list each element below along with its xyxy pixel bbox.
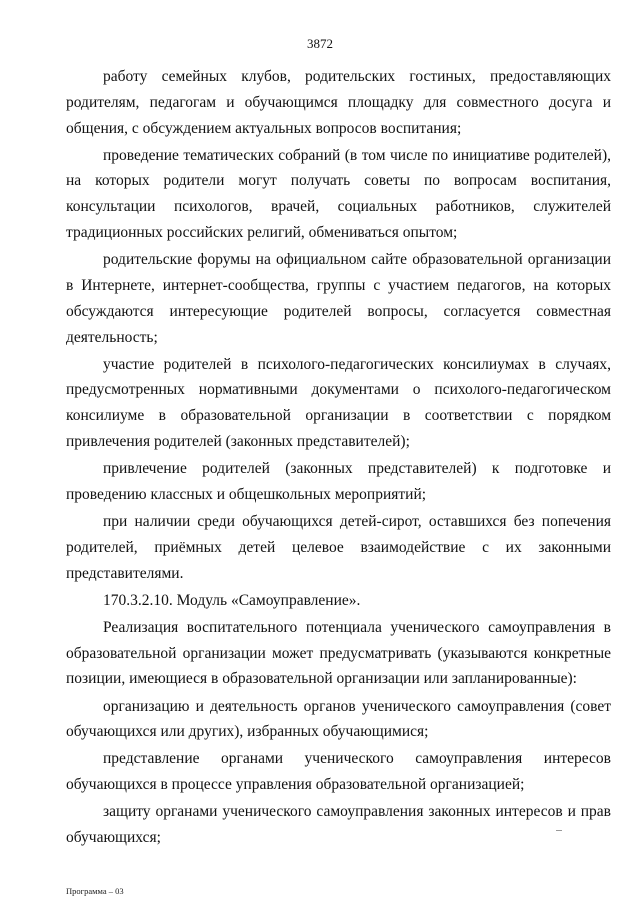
document-body (66, 64, 611, 852)
paragraph-parent-forums: родительские форумы на официальном сайте образовательной организации в Интернете, интернет-сообщества, группы с участием педагогов, на которых обсуждаются интересующие родителей вопросы, согласуется совместная деятельность; (66, 251, 611, 346)
paragraph-event-preparation: привлечение родителей (законных представителей) к подготовке и проведению классных и общешкольных мероприятий; (66, 460, 611, 503)
scan-speck (556, 830, 562, 831)
paragraph-family-clubs: работу семейных клубов, родительских гостиных, предоставляющих родителям, педагогам и обучающимся площадку для совместного досуга и общения, с обсуждением актуальных вопросов воспитания; (66, 68, 611, 137)
paragraph-psych-councils: участие родителей в психолого-педагогических консилиумах в случаях, предусмотренных нормативными документами о психолого-педагогическом консилиуме в образовательной организации в соответствии с порядком привлечения родителей (законных представителей); (66, 355, 611, 451)
paragraph-protection: защиту органами ученического самоуправления законных интересов и прав обучающихся; (66, 803, 611, 847)
section-heading-self-government: 170.3.2.10. Модуль «Самоуправление». (103, 591, 361, 609)
footer-label: Программа – 03 (66, 886, 124, 896)
paragraph-self-government-intro: Реализация воспитательного потенциала ученического самоуправления в образовательной организации может предусматривать (указываются конкретные позиции, имеющиеся в образовательной организации или запланированные): (66, 618, 611, 688)
paragraph-representation: представление органами ученического самоуправления интересов обучающихся в процессе управления образовательной организацией; (66, 750, 611, 794)
paragraph-organization-activity: организацию и деятельность органов ученического самоуправления (совет обучающихся или других), избранных обучающимися; (66, 697, 611, 741)
paragraph-thematic-meetings: проведение тематических собраний (в том числе по инициативе родителей), на которых родители могут получать советы по вопросам воспитания, консультации психологов, врачей, социальных работников, служителей традиционных российских религий, обмениваться опытом; (66, 146, 611, 242)
page-number: 3872 (307, 36, 333, 51)
paragraph-orphans: при наличии среди обучающихся детей-сирот, оставшихся без попечения родителей, приёмных детей целевое взаимодействие с их законными представителями. (66, 513, 611, 582)
